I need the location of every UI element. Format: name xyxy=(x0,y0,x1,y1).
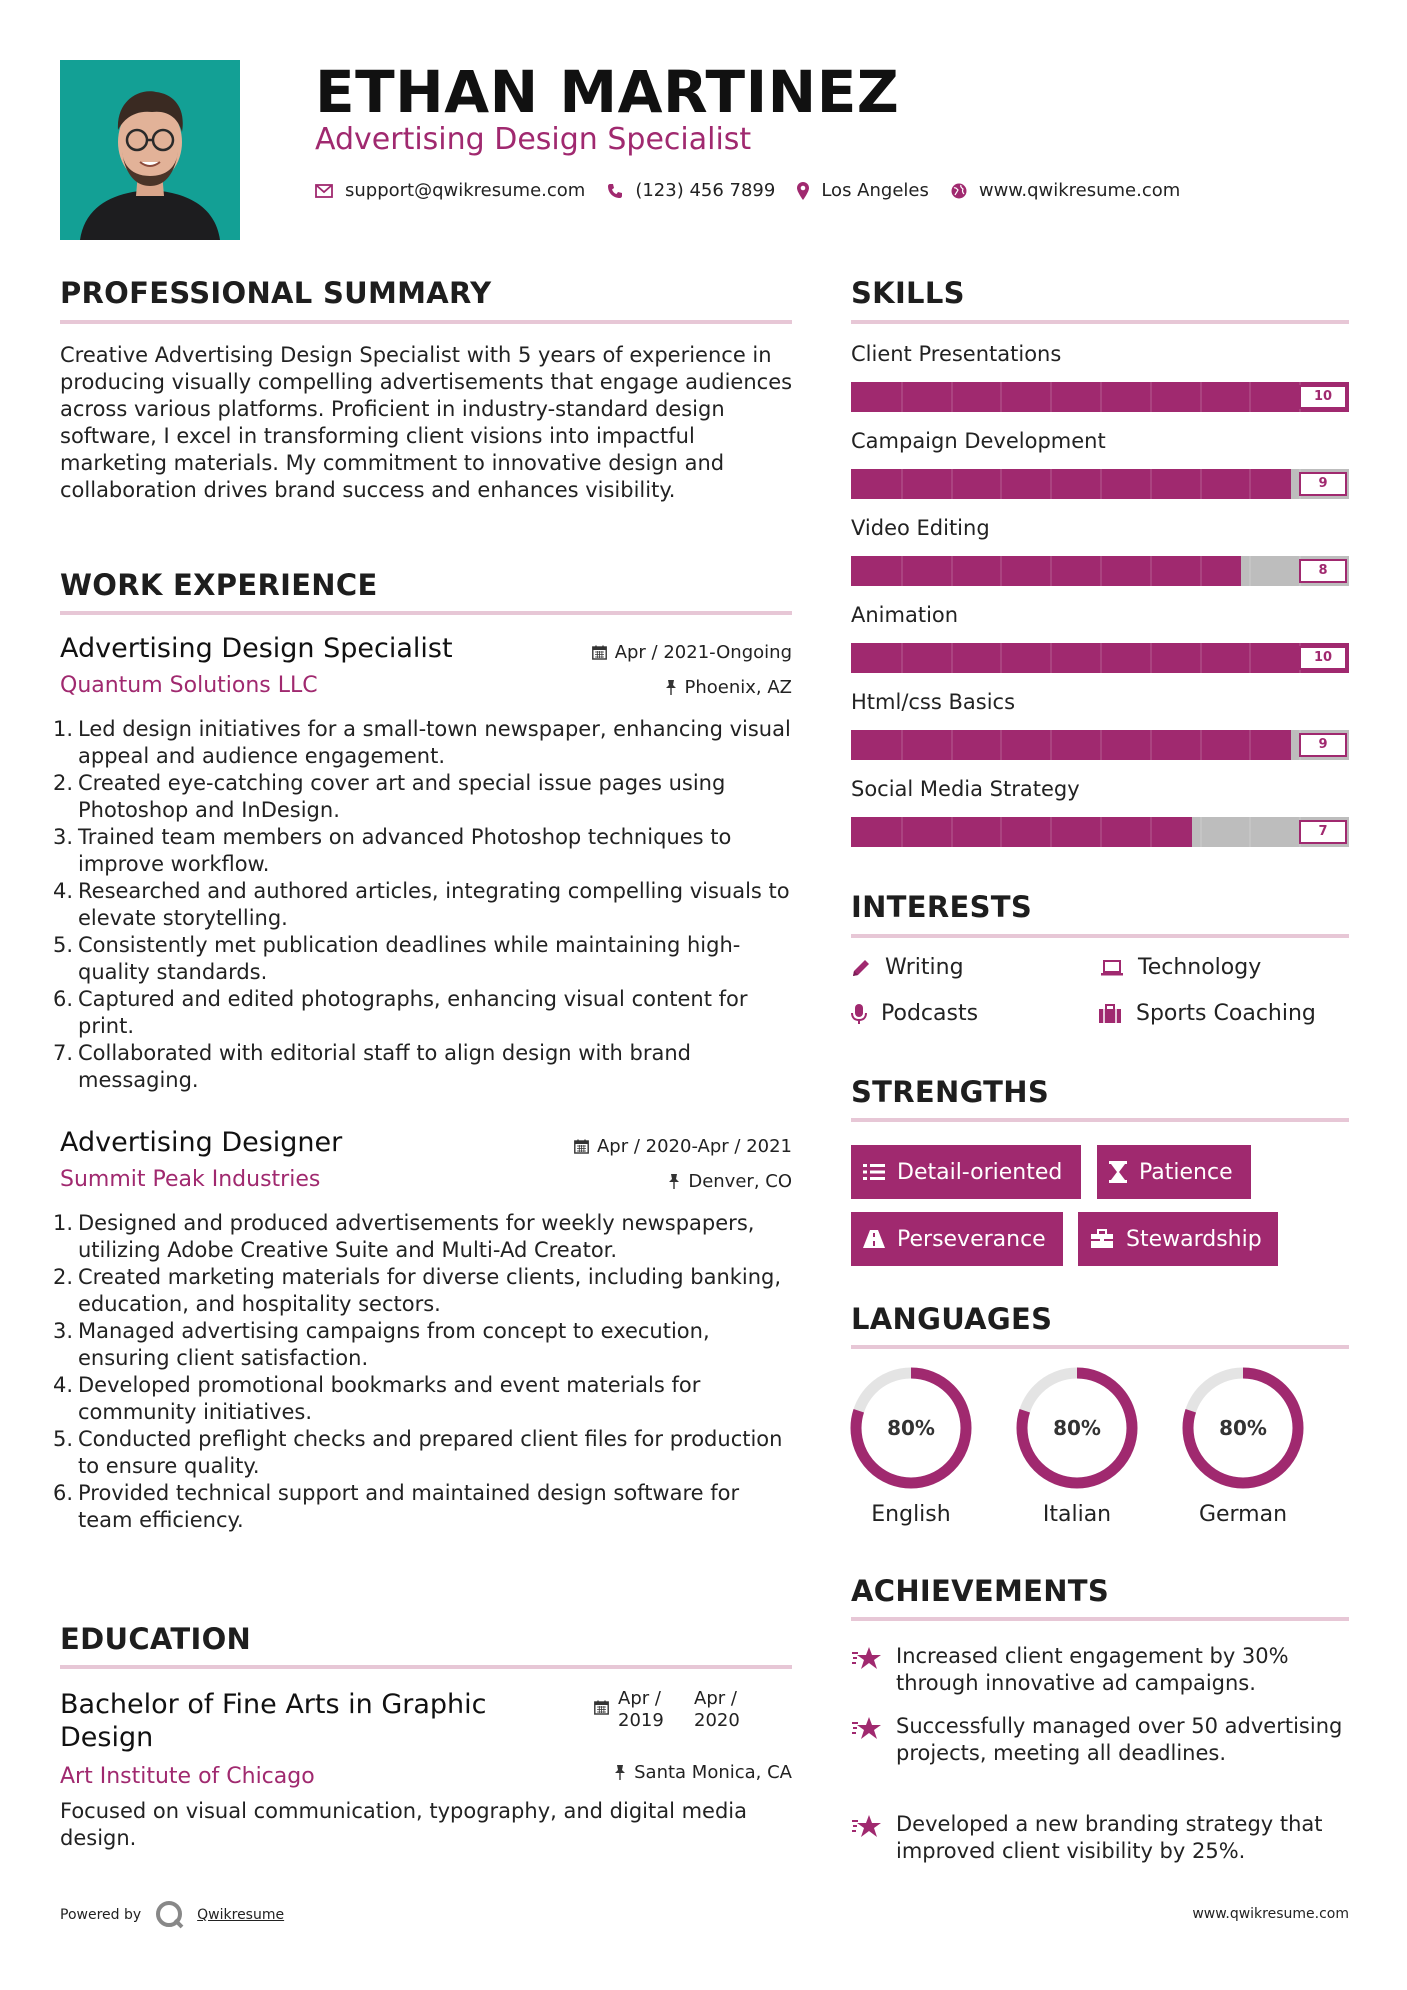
skill-bar-segment xyxy=(1000,469,1002,499)
skill-label: Campaign Development xyxy=(851,429,1106,453)
education-degree: Bachelor of Fine Arts in Graphic Design xyxy=(60,1689,487,1753)
skill-bar-segment xyxy=(1050,556,1052,586)
skill-score: 10 xyxy=(1299,385,1347,409)
section-divider xyxy=(851,1345,1349,1349)
list-item: 6. Captured and edited photographs, enhancing visual content for print. xyxy=(52,987,748,1038)
contact-website[interactable]: www.qwikresume.com xyxy=(978,180,1181,201)
language-gauge xyxy=(849,1366,973,1490)
list-item: 2. Created eye-catching cover art and special issue pages using Photoshop and InDesign. xyxy=(52,771,726,822)
skill-bar-fill xyxy=(851,730,1291,760)
education-school: Art Institute of Chicago xyxy=(60,1764,315,1789)
star-award-icon xyxy=(851,1813,883,1846)
job-company: Quantum Solutions LLC xyxy=(60,673,318,698)
skill-bar-fill xyxy=(851,469,1291,499)
skill-bar-segment xyxy=(1050,730,1052,760)
job-title: Advertising Design Specialist xyxy=(60,633,453,664)
skill-bar-segment xyxy=(1050,382,1052,412)
envelope-icon xyxy=(315,184,333,198)
interest-item: Writing xyxy=(851,955,964,980)
language-percent: 80% xyxy=(1219,1416,1267,1440)
skill-bar-segment xyxy=(1150,382,1152,412)
section-divider xyxy=(60,611,792,615)
section-title-strengths: STRENGTHS xyxy=(851,1075,1050,1109)
achievement-item: Increased client engagement by 30% through innovative ad campaigns. xyxy=(851,1643,1349,1697)
skill-score: 10 xyxy=(1299,646,1347,670)
job-location xyxy=(668,1171,792,1192)
skill-bar-segment xyxy=(1200,643,1202,673)
language-gauge xyxy=(1015,1366,1139,1490)
strength-tag: Stewardship xyxy=(1078,1212,1278,1266)
pencil-icon xyxy=(851,958,871,978)
job-location-text: Phoenix, AZ xyxy=(684,677,792,698)
education-end-date: Apr / 2020 xyxy=(694,1688,740,1731)
globe-icon xyxy=(951,183,967,199)
job-date xyxy=(574,1136,792,1157)
skill-label: Video Editing xyxy=(851,516,990,540)
list-item: 5. Conducted preflight checks and prepared client files for production to ensure quality. xyxy=(52,1427,783,1478)
skill-bar-segment xyxy=(1050,817,1052,847)
job-date-text: Apr / 2020-Apr / 2021 xyxy=(596,1136,792,1157)
language-gauge xyxy=(1181,1366,1305,1490)
skill-bar-segment xyxy=(951,730,953,760)
list-item: 1. Led design initiatives for a small-town newspaper, enhancing visual appeal and audience engagement. xyxy=(52,717,791,768)
list-item: 2. Created marketing materials for diverse clients, including banking, education, and hospitality sectors. xyxy=(52,1265,782,1316)
education-description: Focused on visual communication, typography, and digital media design. xyxy=(60,1799,748,1850)
footer-brand-link[interactable]: Qwikresume xyxy=(197,1907,285,1923)
list-item: 3. Managed advertising campaigns from concept to execution, ensuring client satisfaction. xyxy=(52,1319,710,1370)
job-bullets xyxy=(52,716,798,1094)
pushpin-icon xyxy=(668,1174,680,1189)
skill-bar-segment xyxy=(1200,469,1202,499)
skill-score: 8 xyxy=(1299,559,1347,583)
skill-bar-segment xyxy=(1000,382,1002,412)
skill-bar-segment xyxy=(1249,469,1251,499)
language-percent: 80% xyxy=(887,1416,935,1440)
skill-bar-segment xyxy=(1100,469,1102,499)
job-location xyxy=(665,677,793,698)
skill-label: Client Presentations xyxy=(851,342,1062,366)
skill-bar-segment xyxy=(901,469,903,499)
language-name: German xyxy=(1198,1502,1288,1527)
footer-powered-by: Powered by Qwikresume xyxy=(60,1900,284,1930)
skill-bar-segment xyxy=(1050,643,1052,673)
list-item: 1. Designed and produced advertisements for weekly newspapers, utilizing Adobe Creative Suite and Multi-Ad Creator. xyxy=(52,1211,755,1262)
list-item: 4. Researched and authored articles, integrating compelling visuals to elevate storytelling. xyxy=(52,879,790,930)
education-location xyxy=(614,1762,792,1783)
skill-bar-fill xyxy=(851,556,1241,586)
skill-bar-segment xyxy=(1249,730,1251,760)
skill-bar-segment xyxy=(1150,556,1152,586)
interest-item: Podcasts xyxy=(851,1001,978,1026)
skill-bar-segment xyxy=(1200,382,1202,412)
hourglass-icon xyxy=(1109,1161,1127,1183)
language-percent: 80% xyxy=(1053,1416,1101,1440)
calendar-icon xyxy=(592,645,607,660)
contact-email[interactable]: support@qwikresume.com xyxy=(345,180,586,201)
skill-bar-segment xyxy=(1000,643,1002,673)
skill-bar-segment xyxy=(1200,556,1202,586)
job-company: Summit Peak Industries xyxy=(60,1167,321,1192)
skill-bar-segment xyxy=(1000,556,1002,586)
skill-bar-segment xyxy=(951,643,953,673)
language-name: English xyxy=(871,1502,951,1527)
job-date xyxy=(592,642,792,663)
skill-bar-segment xyxy=(901,817,903,847)
skill-bar-segment xyxy=(1100,382,1102,412)
contact-location: Los Angeles xyxy=(821,180,929,201)
education-start-date: Apr / 2019 xyxy=(618,1688,664,1731)
skill-bar-segment xyxy=(1249,643,1251,673)
strength-tag: Perseverance xyxy=(851,1212,1063,1266)
qwikresume-logo-icon xyxy=(155,1900,185,1930)
list-icon xyxy=(863,1163,885,1181)
strength-tag: Detail-oriented xyxy=(851,1145,1081,1199)
skill-bar-segment xyxy=(951,382,953,412)
section-title-experience: WORK EXPERIENCE xyxy=(60,568,378,602)
skill-bar-segment xyxy=(901,382,903,412)
map-pin-icon xyxy=(797,182,809,200)
contact-phone[interactable]: (123) 456 7899 xyxy=(635,180,776,201)
skill-bar-segment xyxy=(1000,730,1002,760)
profile-photo xyxy=(60,60,240,240)
road-icon xyxy=(863,1230,885,1248)
skill-bar-segment xyxy=(1000,817,1002,847)
pushpin-icon xyxy=(665,680,677,695)
section-divider xyxy=(851,1617,1349,1621)
star-award-icon xyxy=(851,1715,883,1748)
section-title-achievements: ACHIEVEMENTS xyxy=(851,1574,1110,1608)
microphone-icon xyxy=(851,1003,867,1025)
skill-bar-segment xyxy=(951,556,953,586)
briefcase-icon xyxy=(1098,1004,1122,1024)
list-item: 5. Consistently met publication deadlines while maintaining high-quality standards. xyxy=(52,933,741,984)
section-divider xyxy=(60,320,792,324)
calendar-icon xyxy=(594,1700,609,1719)
pushpin-icon xyxy=(614,1765,626,1780)
skill-score: 7 xyxy=(1299,820,1347,844)
skill-bar-segment xyxy=(1100,556,1102,586)
job-location-text: Denver, CO xyxy=(688,1171,792,1192)
section-divider xyxy=(851,934,1349,938)
language-name: Italian xyxy=(1042,1502,1112,1527)
skill-bar-segment xyxy=(1150,643,1152,673)
skill-bar xyxy=(851,643,1349,673)
skill-score: 9 xyxy=(1299,733,1347,757)
achievement-item: Developed a new branding strategy that improved client visibility by 25%. xyxy=(851,1811,1349,1865)
list-item: 7. Collaborated with editorial staff to align design with brand messaging. xyxy=(52,1041,691,1092)
star-award-icon xyxy=(851,1645,883,1678)
interest-item: Sports Coaching xyxy=(1098,1001,1316,1026)
section-title-languages: LANGUAGES xyxy=(851,1302,1053,1336)
achievement-item: Successfully managed over 50 advertising projects, meeting all deadlines. xyxy=(851,1713,1349,1767)
section-divider xyxy=(851,320,1349,324)
section-divider xyxy=(851,1118,1349,1122)
skill-bar-segment xyxy=(901,643,903,673)
skill-score: 9 xyxy=(1299,472,1347,496)
skill-bar-segment xyxy=(1100,730,1102,760)
skill-bar-segment xyxy=(951,469,953,499)
calendar-icon xyxy=(574,1139,589,1154)
toolbox-icon xyxy=(1090,1229,1114,1249)
section-divider xyxy=(60,1665,792,1669)
avatar xyxy=(60,60,240,240)
skill-bar-segment xyxy=(1200,730,1202,760)
candidate-name: ETHAN MARTINEZ xyxy=(315,58,900,126)
section-title-skills: SKILLS xyxy=(851,276,965,310)
skill-label: Animation xyxy=(851,603,959,627)
skill-bar-segment xyxy=(951,817,953,847)
list-item: 4. Developed promotional bookmarks and event materials for community initiatives. xyxy=(52,1373,701,1424)
skill-bar xyxy=(851,469,1349,499)
skill-bar-segment xyxy=(1249,817,1251,847)
section-title-education: EDUCATION xyxy=(60,1622,252,1656)
skill-bar-segment xyxy=(1150,817,1152,847)
skill-bar xyxy=(851,556,1349,586)
section-title-summary: PROFESSIONAL SUMMARY xyxy=(60,276,492,310)
job-title: Advertising Designer xyxy=(60,1127,343,1158)
skill-label: Html/css Basics xyxy=(851,690,1016,714)
skill-bar xyxy=(851,730,1349,760)
phone-icon xyxy=(607,183,623,199)
job-bullets xyxy=(52,1210,798,1534)
strength-tag: Patience xyxy=(1097,1145,1251,1199)
list-item: 3. Trained team members on advanced Photoshop techniques to improve workflow. xyxy=(52,825,732,876)
skill-bar xyxy=(851,382,1349,412)
skill-bar-segment xyxy=(1200,817,1202,847)
contact-row xyxy=(315,180,1202,201)
skill-bar-segment xyxy=(1249,382,1251,412)
skill-label: Social Media Strategy xyxy=(851,777,1080,801)
section-title-interests: INTERESTS xyxy=(851,890,1033,924)
skill-bar-segment xyxy=(1050,469,1052,499)
skill-bar xyxy=(851,817,1349,847)
footer-website[interactable]: www.qwikresume.com xyxy=(1192,1906,1349,1922)
list-item: 6. Provided technical support and maintained design software for team efficiency. xyxy=(52,1481,740,1532)
skill-bar-segment xyxy=(1100,817,1102,847)
summary-text: Creative Advertising Design Specialist with 5 years of experience in producing visually compelling advertisements that engage audiences across various platforms. Proficient in industry-standard design software, I excel in transforming client visions into impactful marketing materials. My commitment to innovative design and collaboration drives brand success and enhances visibility. xyxy=(60,343,793,502)
skill-bar-segment xyxy=(1150,730,1152,760)
skill-bar-segment xyxy=(1249,556,1251,586)
skill-bar-segment xyxy=(1100,643,1102,673)
laptop-icon xyxy=(1100,959,1124,977)
skill-bar-segment xyxy=(901,556,903,586)
job-date-text: Apr / 2021-Ongoing xyxy=(614,642,792,663)
candidate-role: Advertising Design Specialist xyxy=(315,122,752,157)
education-location-text: Santa Monica, CA xyxy=(634,1762,792,1783)
skill-bar-segment xyxy=(1150,469,1152,499)
interest-item: Technology xyxy=(1100,955,1261,980)
skill-bar-segment xyxy=(901,730,903,760)
